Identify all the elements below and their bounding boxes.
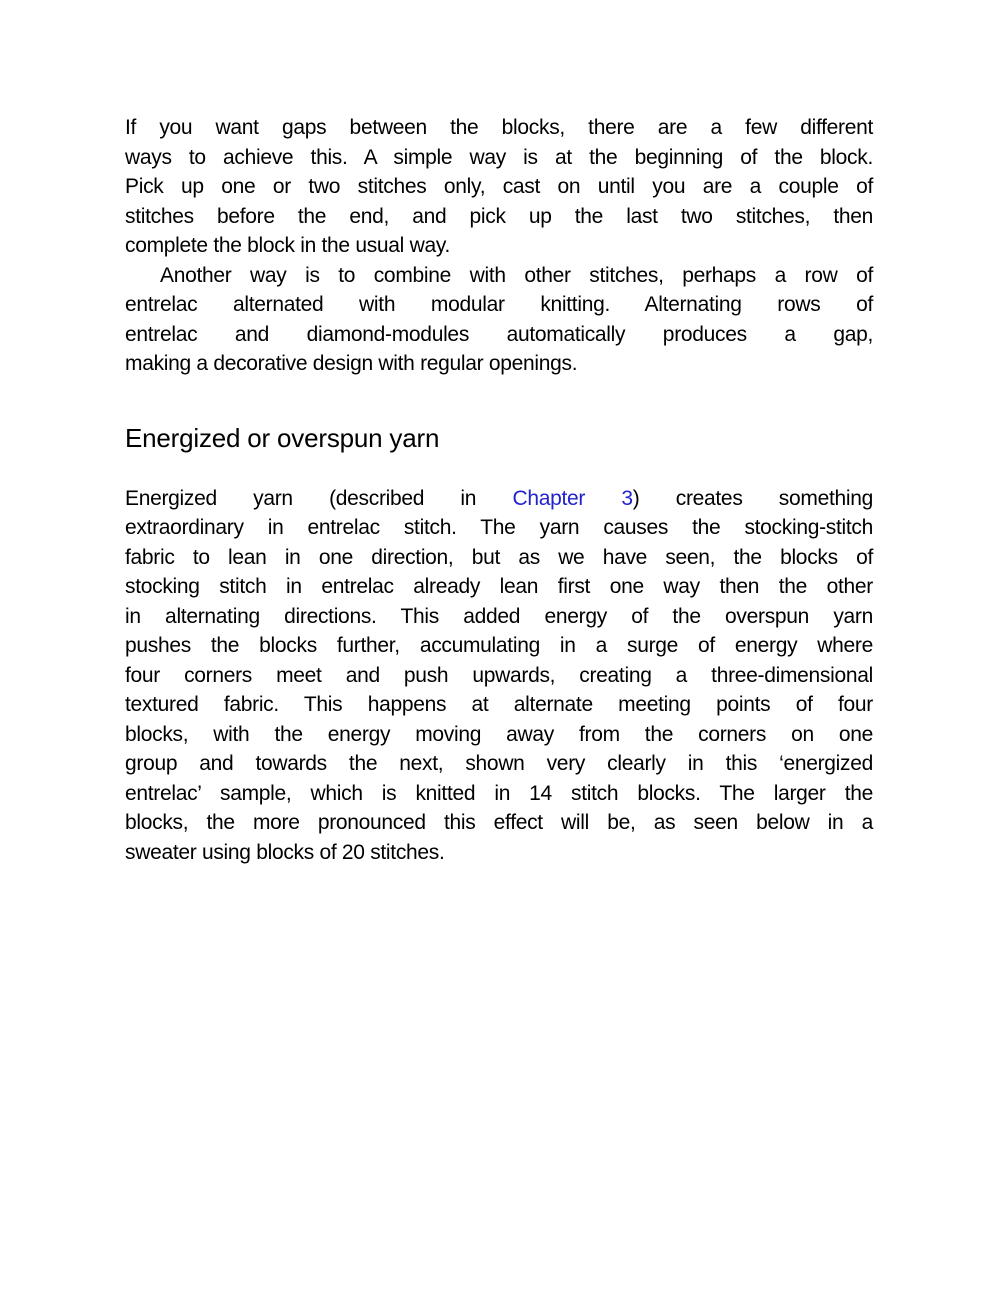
text-segment: ) creates something — [632, 486, 873, 510]
text-line — [125, 513, 873, 543]
text-line — [125, 172, 873, 202]
text-column — [125, 113, 873, 867]
text-line — [125, 349, 873, 379]
text-line — [125, 720, 873, 750]
text-segment: pushes the blocks further, accumulating in a surge of energy where — [125, 634, 873, 657]
text-line — [125, 320, 873, 350]
text-line — [125, 290, 873, 320]
text-segment: blocks, the more pronounced this effect will be, as seen below in a — [125, 811, 873, 834]
text-segment: sweater using blocks of 20 stitches. — [125, 840, 445, 864]
text-segment: entrelac and diamond-modules automatically produces a gap, — [125, 322, 873, 346]
text-segment: Pick up one or two stitches only, cast on until you are a couple of — [125, 175, 873, 198]
text-line — [125, 631, 873, 661]
text-segment: entrelac alternated with modular knitting. Alternating rows of — [125, 293, 873, 316]
text-segment: ways to achieve this. A simple way is at the beginning of the block. — [125, 145, 873, 169]
text-line — [125, 690, 873, 720]
text-segment: Energized yarn (described in — [125, 486, 513, 510]
section-heading: Energized or overspun yarn — [125, 422, 440, 453]
text-line — [125, 202, 873, 232]
text-line — [125, 779, 873, 809]
text-line — [125, 838, 873, 868]
text-segment: complete the block in the usual way. — [125, 234, 450, 257]
text-segment: If you want gaps between the blocks, there are a few different — [125, 116, 873, 139]
text-segment: making a decorative design with regular openings. — [125, 352, 578, 375]
text-line — [125, 231, 873, 261]
text-segment: four corners meet and push upwards, creating a three-dimensional — [125, 663, 873, 687]
text-segment: stitches before the end, and pick up the last two stitches, then — [125, 204, 873, 228]
text-segment: in alternating directions. This added energy of the overspun yarn — [125, 604, 873, 628]
text-line — [125, 543, 873, 573]
text-segment: Another way is to combine with other stitches, perhaps a row of — [160, 263, 873, 287]
text-line — [125, 484, 873, 514]
chapter-3-link[interactable]: Chapter 3 — [512, 486, 633, 510]
text-line — [125, 808, 873, 838]
text-line — [125, 661, 873, 691]
text-segment: blocks, with the energy moving away from the corners on one — [125, 722, 873, 746]
text-line — [125, 602, 873, 632]
text-line — [125, 572, 873, 602]
text-segment: group and towards the next, shown very clearly in this ‘energized — [125, 752, 873, 775]
paragraph-gaps — [125, 113, 873, 261]
text-segment: entrelac’ sample, which is knitted in 14 stitch blocks. The larger the — [125, 781, 873, 805]
paragraph-combining — [125, 261, 873, 379]
text-line — [125, 261, 873, 291]
paragraph-energized-yarn — [125, 484, 873, 868]
text-line — [125, 749, 873, 779]
text-segment: stocking stitch in entrelac already lean first one way then the other — [125, 575, 873, 598]
text-segment: textured fabric. This happens at alternate meeting points of four — [125, 693, 873, 716]
text-segment: fabric to lean in one direction, but as we have seen, the blocks of — [125, 545, 873, 569]
text-segment: extraordinary in entrelac stitch. The yarn causes the stocking-stitch — [125, 516, 873, 539]
text-line — [125, 143, 873, 173]
text-line — [125, 113, 873, 143]
